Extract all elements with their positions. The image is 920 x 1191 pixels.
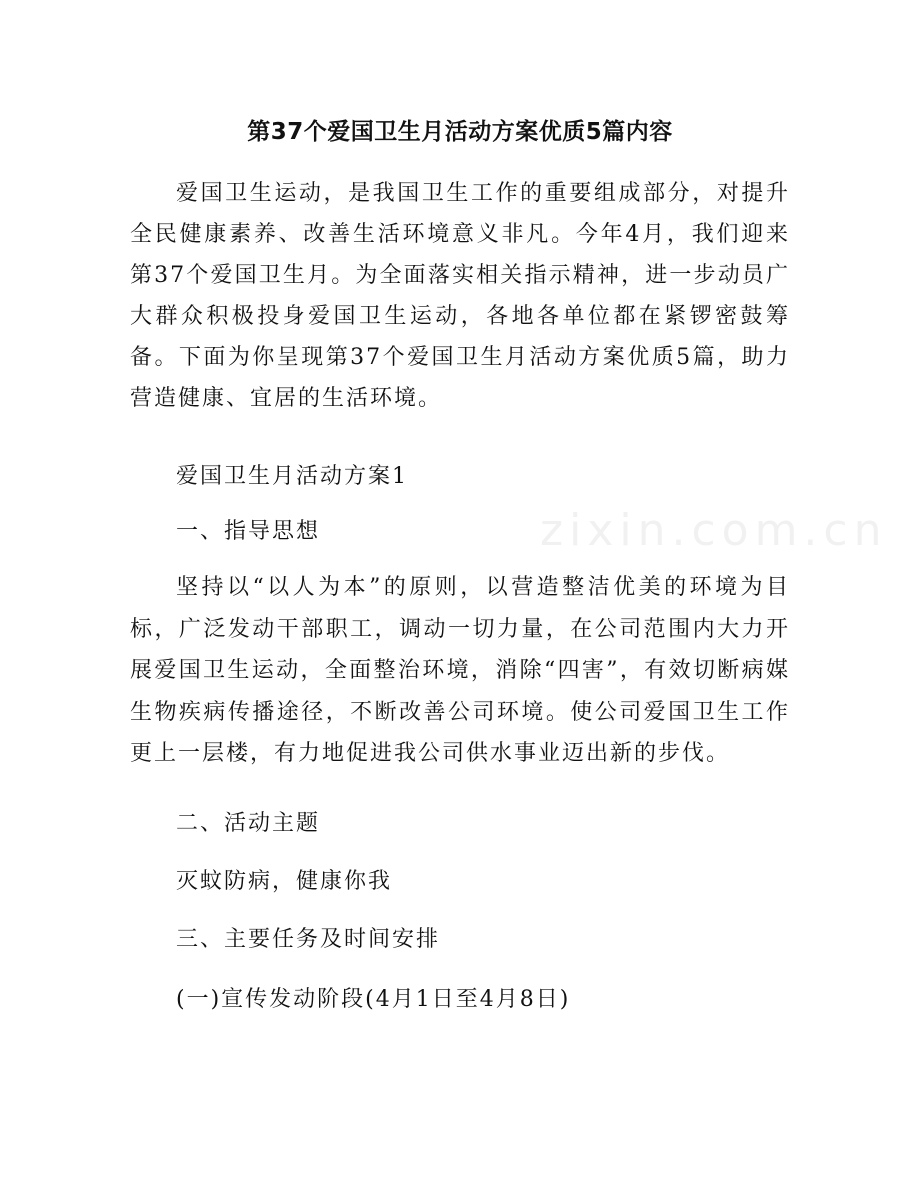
- document-title: 第37个爱国卫生月活动方案优质5篇内容: [247, 119, 673, 145]
- intro-paragraph: 爱国卫生运动，是我国卫生工作的重要组成部分，对提升全民健康素养、改善生活环境意义非凡。今年4月，我们迎来第37个爱国卫生月。为全面落实相关指示精神，进一步动员广大群众积极投身爱国卫生运动，各地各单位都在紧锣密鼓筹备。下面为你呈现第37个爱国卫生月活动方案优质5篇，助力营造健康、宜居的生活环境。: [130, 181, 790, 411]
- activity-theme-text: 灭蚊防病，健康你我: [176, 869, 393, 894]
- watermark-text: zixin.com.cn: [540, 505, 888, 556]
- heading-guiding-ideology: 一、指导思想: [176, 519, 321, 544]
- heading-main-tasks: 三、主要任务及时间安排: [176, 927, 441, 952]
- heading-activity-theme: 二、活动主题: [176, 811, 321, 836]
- section-title: 爱国卫生月活动方案1: [176, 464, 408, 489]
- guiding-ideology-paragraph: 坚持以“以人为本”的原则，以营造整洁优美的环境为目标，广泛发动干部职工，调动一切力量，在公司范围内大力开展爱国卫生运动，全面整治环境，消除“四害”，有效切断病媒生物疾病传播途径，不断改善公司环境。使公司爱国卫生工作更上一层楼，有力地促进我公司供水事业迈出新的步伐。: [130, 575, 790, 766]
- stage-one-heading: (一)宣传发动阶段(4月1日至4月8日): [176, 987, 571, 1012]
